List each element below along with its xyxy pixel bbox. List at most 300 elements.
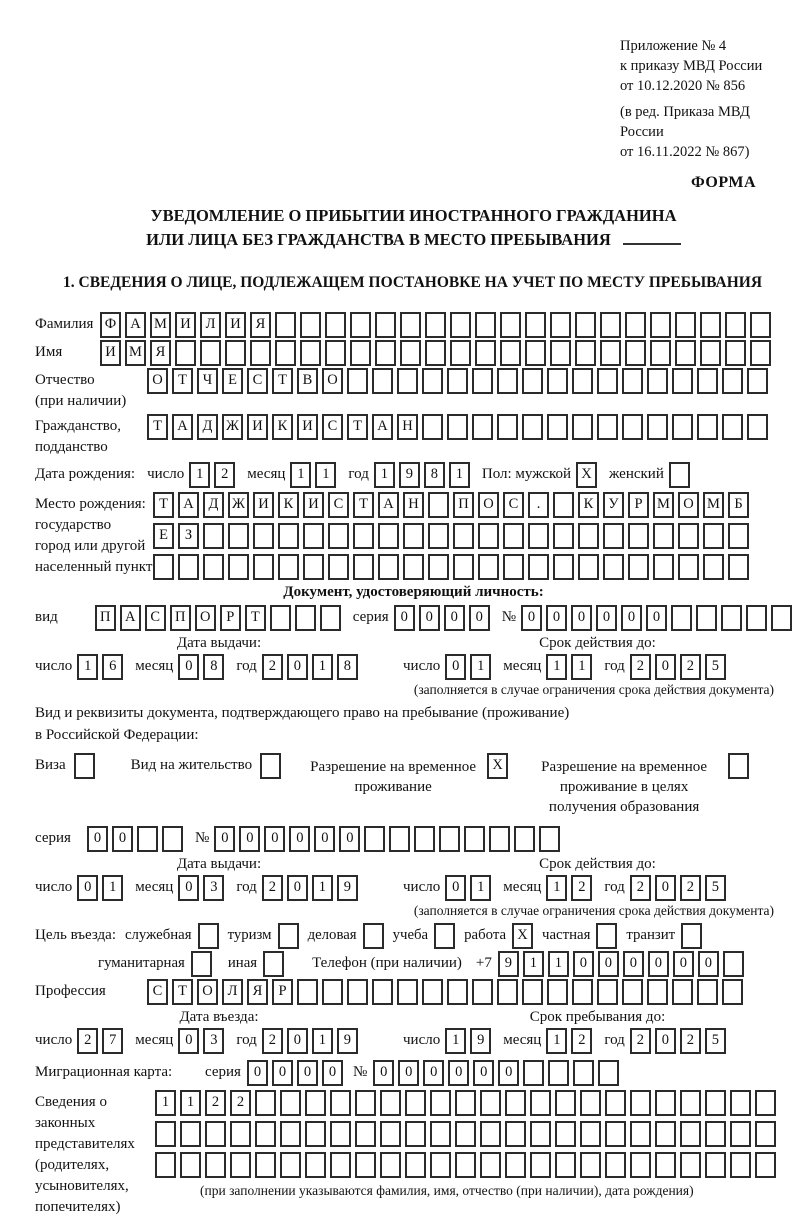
form-cell[interactable]: К [272, 414, 293, 440]
form-cell[interactable]: 1 [312, 875, 333, 901]
form-cell[interactable]: 0 [571, 605, 592, 631]
form-cell[interactable]: О [322, 368, 343, 394]
form-cell[interactable] [303, 554, 324, 580]
form-cell[interactable]: 1 [290, 462, 311, 488]
form-cell[interactable] [605, 1152, 626, 1178]
form-cell[interactable]: 0 [621, 605, 642, 631]
form-cell[interactable] [380, 1090, 401, 1116]
form-cell[interactable]: 0 [673, 951, 694, 977]
form-cell[interactable] [755, 1121, 776, 1147]
form-cell[interactable] [253, 523, 274, 549]
form-cell[interactable] [622, 414, 643, 440]
form-cell[interactable] [425, 340, 446, 366]
form-cell[interactable] [728, 523, 749, 549]
form-cell[interactable]: 0 [655, 875, 676, 901]
form-cell[interactable]: 8 [203, 654, 224, 680]
form-cell[interactable]: 1 [102, 875, 123, 901]
form-cell[interactable] [672, 414, 693, 440]
form-cell[interactable] [605, 1090, 626, 1116]
form-cell[interactable] [255, 1152, 276, 1178]
form-cell[interactable] [253, 554, 274, 580]
form-cell[interactable]: М [703, 492, 724, 518]
form-cell[interactable] [580, 1152, 601, 1178]
form-cell[interactable] [747, 368, 768, 394]
form-cell[interactable] [322, 979, 343, 1005]
form-cell[interactable]: П [453, 492, 474, 518]
form-cell[interactable] [503, 554, 524, 580]
form-cell[interactable]: С [328, 492, 349, 518]
form-cell[interactable] [325, 340, 346, 366]
form-cell[interactable] [622, 368, 643, 394]
form-cell[interactable] [155, 1152, 176, 1178]
form-cell[interactable] [155, 1121, 176, 1147]
form-cell[interactable] [647, 414, 668, 440]
form-cell[interactable] [630, 1090, 651, 1116]
form-cell[interactable] [523, 1060, 544, 1086]
form-cell[interactable]: У [603, 492, 624, 518]
form-cell[interactable] [347, 979, 368, 1005]
form-cell[interactable]: С [147, 979, 168, 1005]
form-cell[interactable]: 0 [423, 1060, 444, 1086]
form-cell[interactable]: 0 [289, 826, 310, 852]
form-cell[interactable] [428, 492, 449, 518]
form-cell[interactable] [680, 1090, 701, 1116]
form-cell[interactable]: 0 [655, 1028, 676, 1054]
form-cell[interactable] [548, 1060, 569, 1086]
form-cell[interactable] [530, 1121, 551, 1147]
form-cell[interactable] [755, 1090, 776, 1116]
form-cell[interactable]: X [576, 462, 597, 488]
form-cell[interactable] [630, 1121, 651, 1147]
form-cell[interactable] [422, 368, 443, 394]
form-cell[interactable]: 1 [155, 1090, 176, 1116]
form-cell[interactable] [550, 312, 571, 338]
form-cell[interactable]: X [487, 753, 508, 779]
form-cell[interactable] [472, 414, 493, 440]
form-cell[interactable]: 0 [239, 826, 260, 852]
form-cell[interactable]: 0 [445, 875, 466, 901]
form-cell[interactable] [203, 523, 224, 549]
form-cell[interactable]: О [147, 368, 168, 394]
form-cell[interactable]: И [247, 414, 268, 440]
form-cell[interactable] [655, 1090, 676, 1116]
form-cell[interactable] [228, 554, 249, 580]
form-cell[interactable] [705, 1090, 726, 1116]
form-cell[interactable]: И [225, 312, 246, 338]
form-cell[interactable]: С [145, 605, 166, 631]
form-cell[interactable] [575, 340, 596, 366]
form-cell[interactable]: О [478, 492, 499, 518]
form-cell[interactable]: 0 [272, 1060, 293, 1086]
form-cell[interactable] [489, 826, 510, 852]
form-cell[interactable] [475, 312, 496, 338]
form-cell[interactable]: 2 [77, 1028, 98, 1054]
form-cell[interactable] [547, 368, 568, 394]
form-cell[interactable] [389, 826, 410, 852]
form-cell[interactable]: 0 [469, 605, 490, 631]
form-cell[interactable]: З [178, 523, 199, 549]
form-cell[interactable] [325, 312, 346, 338]
form-cell[interactable] [497, 368, 518, 394]
form-cell[interactable] [653, 554, 674, 580]
form-cell[interactable]: 1 [470, 875, 491, 901]
form-cell[interactable]: 5 [705, 654, 726, 680]
form-cell[interactable] [430, 1090, 451, 1116]
form-cell[interactable] [355, 1121, 376, 1147]
form-cell[interactable]: 2 [630, 654, 651, 680]
form-cell[interactable]: Н [397, 414, 418, 440]
form-cell[interactable]: Р [628, 492, 649, 518]
form-cell[interactable] [447, 368, 468, 394]
form-cell[interactable] [447, 414, 468, 440]
form-cell[interactable]: Л [200, 312, 221, 338]
form-cell[interactable] [603, 554, 624, 580]
form-cell[interactable] [478, 523, 499, 549]
form-cell[interactable]: 0 [287, 1028, 308, 1054]
form-cell[interactable]: 9 [399, 462, 420, 488]
form-cell[interactable] [270, 605, 291, 631]
form-cell[interactable] [573, 1060, 594, 1086]
form-cell[interactable] [539, 826, 560, 852]
form-cell[interactable]: Т [172, 368, 193, 394]
form-cell[interactable] [355, 1152, 376, 1178]
form-cell[interactable]: Т [172, 979, 193, 1005]
form-cell[interactable] [625, 312, 646, 338]
form-cell[interactable] [747, 414, 768, 440]
form-cell[interactable] [372, 368, 393, 394]
form-cell[interactable]: 0 [178, 654, 199, 680]
form-cell[interactable] [422, 414, 443, 440]
form-cell[interactable] [439, 826, 460, 852]
form-cell[interactable]: 0 [322, 1060, 343, 1086]
form-cell[interactable] [700, 312, 721, 338]
form-cell[interactable] [355, 1090, 376, 1116]
form-cell[interactable] [600, 312, 621, 338]
form-cell[interactable]: 2 [630, 1028, 651, 1054]
form-cell[interactable]: X [512, 923, 533, 949]
form-cell[interactable] [180, 1152, 201, 1178]
form-cell[interactable]: 0 [648, 951, 669, 977]
form-cell[interactable] [723, 951, 744, 977]
form-cell[interactable]: 1 [77, 654, 98, 680]
form-cell[interactable]: 7 [102, 1028, 123, 1054]
form-cell[interactable] [505, 1121, 526, 1147]
form-cell[interactable]: К [578, 492, 599, 518]
form-cell[interactable] [547, 979, 568, 1005]
form-cell[interactable] [300, 340, 321, 366]
form-cell[interactable] [505, 1152, 526, 1178]
form-cell[interactable]: М [125, 340, 146, 366]
form-cell[interactable] [730, 1121, 751, 1147]
form-cell[interactable] [746, 605, 767, 631]
form-cell[interactable]: 1 [189, 462, 210, 488]
form-cell[interactable]: 0 [297, 1060, 318, 1086]
form-cell[interactable] [497, 979, 518, 1005]
form-cell[interactable]: 1 [374, 462, 395, 488]
form-cell[interactable]: С [503, 492, 524, 518]
form-cell[interactable] [578, 523, 599, 549]
form-cell[interactable]: Д [197, 414, 218, 440]
form-cell[interactable] [280, 1152, 301, 1178]
form-cell[interactable]: Н [403, 492, 424, 518]
form-cell[interactable] [330, 1090, 351, 1116]
form-cell[interactable] [671, 605, 692, 631]
form-cell[interactable] [697, 368, 718, 394]
form-cell[interactable]: И [175, 312, 196, 338]
form-cell[interactable] [255, 1090, 276, 1116]
form-cell[interactable] [137, 826, 158, 852]
form-cell[interactable] [363, 923, 384, 949]
form-cell[interactable] [428, 523, 449, 549]
form-cell[interactable] [622, 979, 643, 1005]
form-cell[interactable]: 2 [680, 1028, 701, 1054]
form-cell[interactable] [647, 368, 668, 394]
form-cell[interactable] [522, 979, 543, 1005]
form-cell[interactable]: 2 [680, 654, 701, 680]
form-cell[interactable] [175, 340, 196, 366]
form-cell[interactable] [472, 368, 493, 394]
form-cell[interactable] [450, 340, 471, 366]
form-cell[interactable] [455, 1090, 476, 1116]
form-cell[interactable] [350, 312, 371, 338]
form-cell[interactable]: 0 [373, 1060, 394, 1086]
form-cell[interactable] [722, 979, 743, 1005]
form-cell[interactable] [225, 340, 246, 366]
form-cell[interactable] [295, 605, 316, 631]
form-cell[interactable]: . [528, 492, 549, 518]
form-cell[interactable]: Т [147, 414, 168, 440]
form-cell[interactable]: 2 [262, 654, 283, 680]
form-cell[interactable] [397, 368, 418, 394]
form-cell[interactable] [480, 1152, 501, 1178]
form-cell[interactable]: В [297, 368, 318, 394]
form-cell[interactable]: 1 [523, 951, 544, 977]
form-cell[interactable] [303, 523, 324, 549]
form-cell[interactable]: 8 [424, 462, 445, 488]
form-cell[interactable]: 0 [546, 605, 567, 631]
form-cell[interactable]: 2 [205, 1090, 226, 1116]
form-cell[interactable] [550, 340, 571, 366]
form-cell[interactable] [400, 312, 421, 338]
form-cell[interactable]: 2 [214, 462, 235, 488]
form-cell[interactable] [305, 1090, 326, 1116]
form-cell[interactable] [300, 312, 321, 338]
form-cell[interactable]: Т [153, 492, 174, 518]
form-cell[interactable] [260, 753, 281, 779]
form-cell[interactable] [553, 554, 574, 580]
form-cell[interactable] [430, 1121, 451, 1147]
form-cell[interactable] [596, 923, 617, 949]
form-cell[interactable] [703, 523, 724, 549]
form-cell[interactable]: 2 [230, 1090, 251, 1116]
form-cell[interactable]: А [178, 492, 199, 518]
form-cell[interactable] [572, 979, 593, 1005]
form-cell[interactable]: Я [250, 312, 271, 338]
form-cell[interactable] [572, 414, 593, 440]
form-cell[interactable]: 3 [203, 1028, 224, 1054]
form-cell[interactable] [350, 340, 371, 366]
form-cell[interactable] [597, 979, 618, 1005]
form-cell[interactable]: Т [353, 492, 374, 518]
form-cell[interactable]: Б [728, 492, 749, 518]
form-cell[interactable]: 1 [546, 1028, 567, 1054]
form-cell[interactable] [500, 340, 521, 366]
form-cell[interactable]: 0 [646, 605, 667, 631]
form-cell[interactable] [278, 923, 299, 949]
form-cell[interactable]: 2 [630, 875, 651, 901]
form-cell[interactable] [669, 462, 690, 488]
form-cell[interactable] [555, 1121, 576, 1147]
form-cell[interactable]: 0 [419, 605, 440, 631]
form-cell[interactable] [625, 340, 646, 366]
form-cell[interactable] [528, 554, 549, 580]
form-cell[interactable]: Е [153, 523, 174, 549]
form-cell[interactable] [650, 312, 671, 338]
form-cell[interactable] [353, 523, 374, 549]
form-cell[interactable]: 0 [596, 605, 617, 631]
form-cell[interactable] [230, 1152, 251, 1178]
form-cell[interactable]: 2 [571, 1028, 592, 1054]
form-cell[interactable]: И [100, 340, 121, 366]
form-cell[interactable] [74, 753, 95, 779]
form-cell[interactable]: С [322, 414, 343, 440]
form-cell[interactable] [255, 1121, 276, 1147]
form-cell[interactable] [598, 1060, 619, 1086]
form-cell[interactable] [280, 1121, 301, 1147]
form-cell[interactable]: 0 [178, 1028, 199, 1054]
form-cell[interactable] [328, 523, 349, 549]
form-cell[interactable] [672, 368, 693, 394]
form-cell[interactable] [555, 1152, 576, 1178]
form-cell[interactable] [675, 340, 696, 366]
form-cell[interactable]: Е [222, 368, 243, 394]
form-cell[interactable]: А [125, 312, 146, 338]
form-cell[interactable] [730, 1152, 751, 1178]
form-cell[interactable] [380, 1152, 401, 1178]
form-cell[interactable] [228, 523, 249, 549]
form-cell[interactable] [497, 414, 518, 440]
form-cell[interactable] [330, 1121, 351, 1147]
form-cell[interactable] [478, 554, 499, 580]
form-cell[interactable] [628, 554, 649, 580]
form-cell[interactable]: 0 [573, 951, 594, 977]
form-cell[interactable] [522, 368, 543, 394]
form-cell[interactable] [447, 979, 468, 1005]
form-cell[interactable]: 9 [470, 1028, 491, 1054]
form-cell[interactable]: О [197, 979, 218, 1005]
form-cell[interactable]: 0 [287, 654, 308, 680]
form-cell[interactable] [405, 1090, 426, 1116]
form-cell[interactable] [353, 554, 374, 580]
form-cell[interactable] [503, 523, 524, 549]
form-cell[interactable] [263, 951, 284, 977]
form-cell[interactable] [655, 1121, 676, 1147]
form-cell[interactable] [405, 1121, 426, 1147]
form-cell[interactable] [605, 1121, 626, 1147]
form-cell[interactable] [650, 340, 671, 366]
form-cell[interactable] [705, 1152, 726, 1178]
form-cell[interactable] [728, 753, 749, 779]
form-cell[interactable] [553, 523, 574, 549]
form-cell[interactable] [580, 1121, 601, 1147]
form-cell[interactable]: 0 [444, 605, 465, 631]
form-cell[interactable] [575, 312, 596, 338]
form-cell[interactable] [697, 979, 718, 1005]
form-cell[interactable] [722, 414, 743, 440]
form-cell[interactable] [750, 340, 771, 366]
form-cell[interactable]: 9 [337, 1028, 358, 1054]
form-cell[interactable] [530, 1152, 551, 1178]
form-cell[interactable]: А [120, 605, 141, 631]
form-cell[interactable]: Т [272, 368, 293, 394]
form-cell[interactable] [464, 826, 485, 852]
form-cell[interactable] [305, 1121, 326, 1147]
form-cell[interactable] [347, 368, 368, 394]
form-cell[interactable] [730, 1090, 751, 1116]
form-cell[interactable] [275, 340, 296, 366]
form-cell[interactable] [522, 414, 543, 440]
form-cell[interactable] [653, 523, 674, 549]
form-cell[interactable]: Р [272, 979, 293, 1005]
form-cell[interactable]: 0 [77, 875, 98, 901]
form-cell[interactable] [400, 340, 421, 366]
form-cell[interactable] [375, 312, 396, 338]
form-cell[interactable] [680, 1121, 701, 1147]
form-cell[interactable] [675, 312, 696, 338]
form-cell[interactable]: 1 [470, 654, 491, 680]
form-cell[interactable] [505, 1090, 526, 1116]
form-cell[interactable] [697, 414, 718, 440]
form-cell[interactable]: Т [245, 605, 266, 631]
form-cell[interactable]: И [253, 492, 274, 518]
form-cell[interactable] [275, 312, 296, 338]
form-cell[interactable]: Л [222, 979, 243, 1005]
form-cell[interactable] [397, 979, 418, 1005]
form-cell[interactable] [278, 554, 299, 580]
form-cell[interactable] [705, 1121, 726, 1147]
form-cell[interactable] [305, 1152, 326, 1178]
form-cell[interactable]: Ч [197, 368, 218, 394]
form-cell[interactable]: А [372, 414, 393, 440]
form-cell[interactable] [162, 826, 183, 852]
form-cell[interactable] [372, 979, 393, 1005]
form-cell[interactable] [728, 554, 749, 580]
form-cell[interactable]: 0 [339, 826, 360, 852]
form-cell[interactable]: 0 [87, 826, 108, 852]
form-cell[interactable] [320, 605, 341, 631]
form-cell[interactable] [403, 523, 424, 549]
form-cell[interactable]: 1 [445, 1028, 466, 1054]
form-cell[interactable] [600, 340, 621, 366]
form-cell[interactable] [530, 1090, 551, 1116]
form-cell[interactable]: 0 [214, 826, 235, 852]
form-cell[interactable] [455, 1152, 476, 1178]
form-cell[interactable]: 6 [102, 654, 123, 680]
form-cell[interactable]: 0 [445, 654, 466, 680]
form-cell[interactable]: Ф [100, 312, 121, 338]
form-cell[interactable] [480, 1090, 501, 1116]
form-cell[interactable] [414, 826, 435, 852]
form-cell[interactable] [771, 605, 792, 631]
form-cell[interactable] [428, 554, 449, 580]
form-cell[interactable] [700, 340, 721, 366]
form-cell[interactable] [328, 554, 349, 580]
form-cell[interactable]: 0 [448, 1060, 469, 1086]
form-cell[interactable]: 5 [705, 875, 726, 901]
form-cell[interactable]: А [172, 414, 193, 440]
form-cell[interactable] [455, 1121, 476, 1147]
form-cell[interactable] [200, 340, 221, 366]
